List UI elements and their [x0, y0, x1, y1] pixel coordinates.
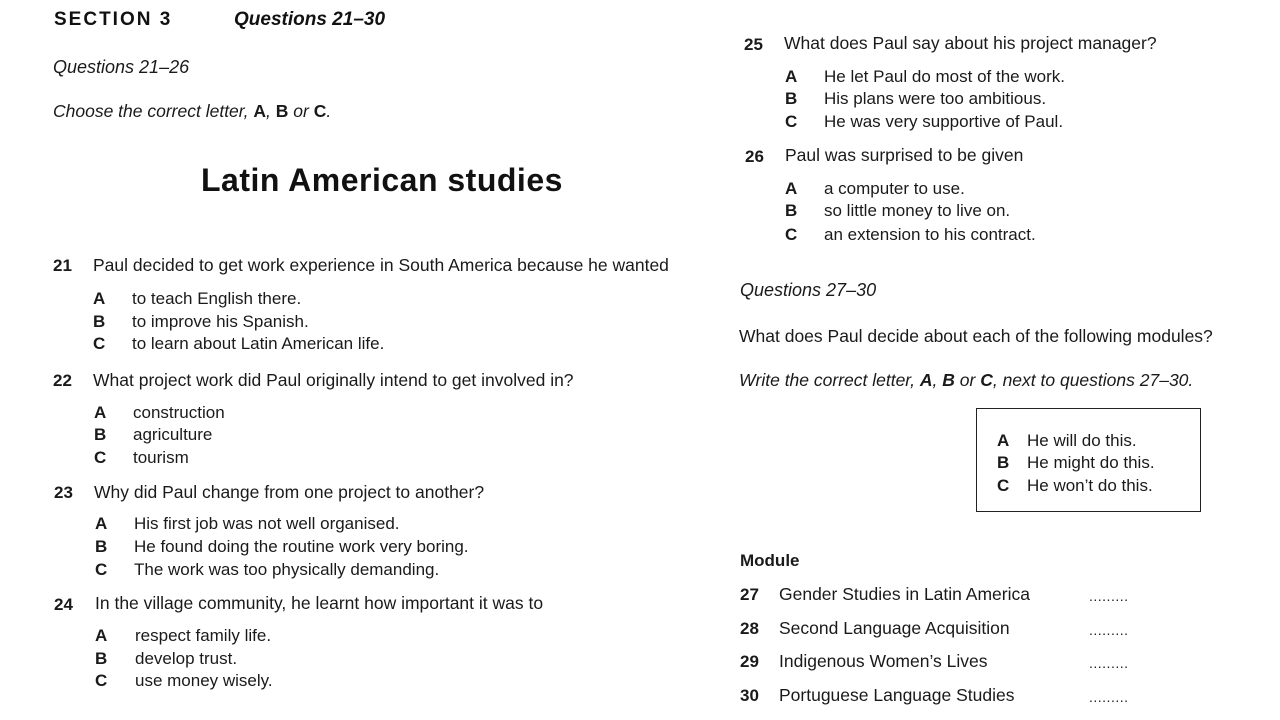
legend-letter: A — [997, 431, 1010, 450]
part2-subheading: Questions 27–30 — [740, 280, 877, 300]
option-letter: A — [785, 67, 798, 86]
answer-blank[interactable]: ......... — [1089, 622, 1129, 638]
option-letter: A — [93, 289, 106, 308]
legend-text: He will do this. — [1027, 431, 1137, 450]
option-letter: C — [785, 225, 798, 244]
question-number: 23 — [54, 483, 73, 502]
option-text: develop trust. — [135, 649, 238, 668]
legend-text: He might do this. — [1027, 453, 1155, 472]
option-text: an extension to his contract. — [824, 225, 1036, 244]
answer-blank[interactable]: ......... — [1089, 689, 1129, 705]
question-number: 21 — [53, 256, 72, 275]
part2-prompt: What does Paul decide about each of the following modules? — [739, 326, 1213, 346]
question-text: Why did Paul change from one project to another? — [94, 482, 485, 502]
option-text: so little money to live on. — [824, 201, 1011, 220]
option-text: use money wisely. — [135, 671, 273, 690]
option-text: He let Paul do most of the work. — [824, 67, 1065, 86]
question-number: 26 — [745, 147, 764, 166]
option-text: His plans were too ambitious. — [824, 89, 1047, 108]
option-letter: A — [785, 179, 798, 198]
option-text: He was very supportive of Paul. — [824, 112, 1064, 131]
option-letter: C — [95, 560, 108, 579]
option-text: tourism — [133, 448, 189, 467]
instruction-letter: A — [253, 101, 267, 121]
option-letter: C — [94, 448, 107, 467]
module-number: 29 — [740, 652, 759, 671]
option-text: His first job was not well organised. — [134, 514, 400, 533]
option-letter: A — [95, 626, 108, 645]
module-number: 30 — [740, 686, 759, 705]
legend-text: He won’t do this. — [1027, 476, 1153, 495]
question-number: 25 — [744, 35, 763, 54]
instruction-text: Choose the correct letter, — [53, 101, 254, 121]
module-name: Portuguese Language Studies — [779, 685, 1015, 705]
instruction-letter: B — [275, 101, 289, 121]
section-questions-range: Questions 21–30 — [234, 9, 386, 30]
option-text: to improve his Spanish. — [132, 312, 309, 331]
option-letter: B — [785, 89, 798, 108]
instruction-letter: C — [313, 101, 327, 121]
question-text: What project work did Paul originally intend to get involved in? — [93, 370, 574, 390]
option-text: respect family life. — [135, 626, 272, 645]
instruction-text: Write the correct letter, — [739, 370, 920, 390]
option-letter: B — [94, 425, 107, 444]
part2-instruction — [739, 370, 1193, 391]
option-letter: A — [94, 403, 107, 422]
module-number: 28 — [740, 619, 759, 638]
instruction-text: or — [954, 370, 981, 390]
module-number: 27 — [740, 585, 759, 604]
instruction-text: or — [288, 101, 314, 121]
option-letter: B — [785, 201, 798, 220]
option-letter: B — [95, 649, 108, 668]
legend-letter: C — [997, 476, 1010, 495]
part1-instruction — [53, 101, 331, 122]
option-text: He found doing the routine work very boring. — [134, 537, 469, 556]
instruction-letter: C — [980, 370, 993, 390]
question-text: What does Paul say about his project manager? — [784, 33, 1157, 53]
question-text: In the village community, he learnt how important it was to — [95, 593, 544, 613]
option-text: to learn about Latin American life. — [132, 334, 385, 353]
instruction-text: , — [266, 101, 276, 121]
instruction-letter: A — [919, 370, 933, 390]
module-name: Indigenous Women’s Lives — [779, 651, 988, 671]
section-heading: SECTION 3 — [54, 9, 173, 30]
option-letter: C — [93, 334, 106, 353]
instruction-text: , next to questions 27–30. — [992, 370, 1194, 390]
instruction-text: . — [326, 101, 332, 121]
question-text: Paul was surprised to be given — [785, 145, 1024, 165]
answer-blank[interactable]: ......... — [1089, 588, 1129, 604]
question-number: 22 — [53, 371, 72, 390]
option-letter: A — [95, 514, 108, 533]
option-letter: C — [95, 671, 108, 690]
answer-blank[interactable]: ......... — [1089, 655, 1129, 671]
instruction-letter: B — [942, 370, 955, 390]
option-text: to teach English there. — [132, 289, 302, 308]
option-text: construction — [133, 403, 225, 422]
question-text: Paul decided to get work experience in South America because he wanted — [93, 255, 669, 275]
option-text: a computer to use. — [824, 179, 965, 198]
option-text: The work was too physically demanding. — [134, 560, 440, 579]
page-title: Latin American studies — [201, 162, 563, 198]
part1-subheading: Questions 21–26 — [53, 57, 190, 77]
option-letter: B — [93, 312, 106, 331]
legend-letter: B — [997, 453, 1010, 472]
module-heading: Module — [740, 551, 800, 570]
option-letter: B — [95, 537, 108, 556]
instruction-text: , — [932, 370, 943, 390]
module-name: Gender Studies in Latin America — [779, 584, 1030, 604]
question-number: 24 — [54, 595, 73, 614]
option-text: agriculture — [133, 425, 213, 444]
option-letter: C — [785, 112, 798, 131]
module-name: Second Language Acquisition — [779, 618, 1010, 638]
